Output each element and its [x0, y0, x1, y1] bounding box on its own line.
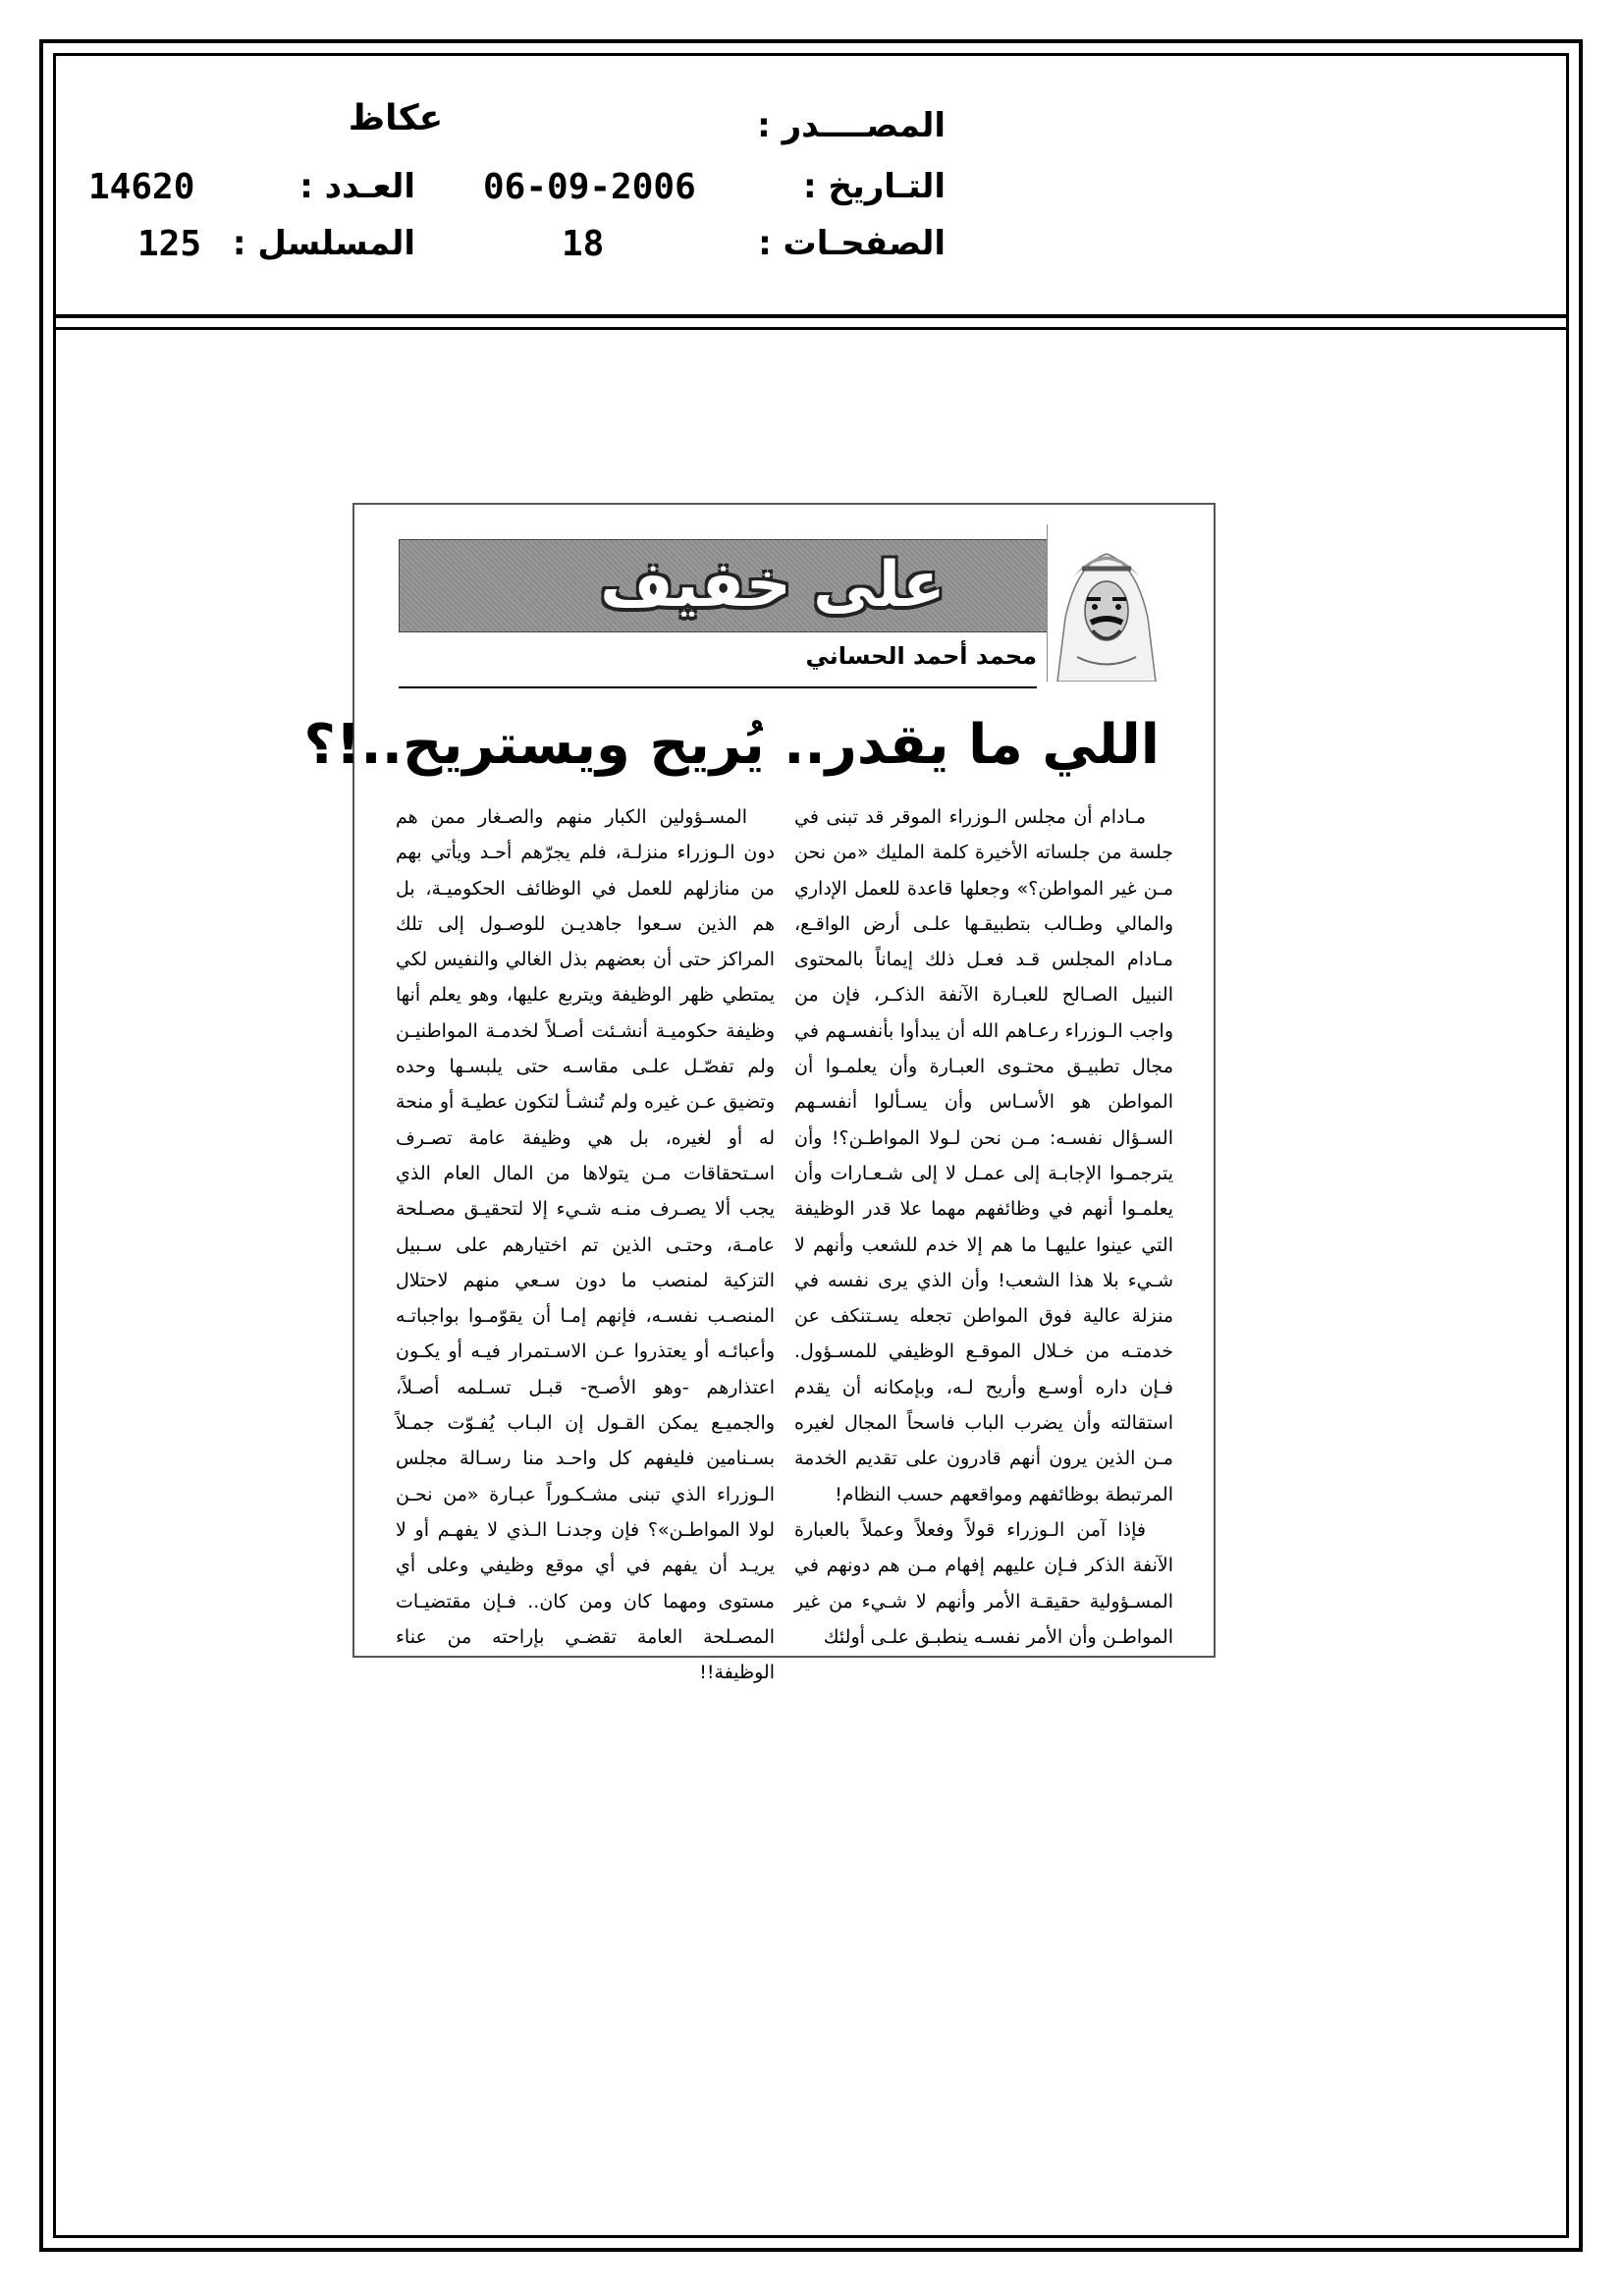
article-column-right	[794, 799, 1173, 1655]
byline-rule	[399, 686, 1037, 688]
header-separator	[53, 314, 1569, 318]
author-byline: محمد أحمد الحساني	[805, 642, 1037, 670]
paragraph: مـادام أن مجلس الـوزراء الموقر قد تبنى في جلسة من جلساته الأخيرة كلمة المليك «من نحن مـن غير المواطن؟» وجعلها قاعدة للعمل الإداري والمالي وطـالب بتطبيقـها علـى أرض الواقـع، مـادام المجلس قـد فعـل ذلك إيماناً بالمحتوى النبيل الصـالح للعبـارة الآنفة الذكـر، فإن من واجب الـوزراء رعـاهم الله أن يبدأوا بأنفسـهم في مجال تطبيـق محتـوى العبـارة وأن يعلمـوا أن المواطن هو الأسـاس وأن يسـألوا أنفسـهم السـؤال نفسـه: مـن نحن لـولا المواطـن؟! وأن يترجمـوا الإجابـة إلى عمـل لا إلى شـعـارات وأن يعلمـوا أنهم في وظائفهم مهما علا قدر الوظيفة التي عينوا عليهـا ما هم إلا خدم للشعب وأنهم لا شـيء بلا هذا الشعب! وأن الذي يرى نفسه في منزلة عالية فوق المواطن تجعله يسـتنكف عن خدمتـه من خـلال الموقـع الوظيفي للمسـؤول. فـإن داره أوسـع وأريح لـه، وبإمكانه أن يقدم استقالته وأن يضرب الباب فاسحاً المجال لغيره مـن الذين يرون أنهم قادرون على تقديم الخدمة المرتبطة بوظائفهم ومواقعهم حسب النظام!	[794, 806, 1173, 1505]
serial-value: 125	[137, 224, 202, 264]
newspaper-clipping	[303, 503, 1216, 1684]
author-photo	[1047, 524, 1165, 682]
paragraph: فإذا آمن الـوزراء قولاً وفعلاً وعملاً بالعبارة الآنفة الذكر فـإن عليهم إفهام مـن هم دونهم في المسـؤولية حقيقـة الأمر وأنهم لا شـيء من غير المواطـن وأن الأمر نفسـه ينطبـق علـى أولئك	[794, 1518, 1173, 1648]
source-value: عكاظ	[348, 98, 444, 138]
author-portrait-icon	[1048, 524, 1165, 682]
date-label: التـاريخ :	[803, 167, 946, 206]
date-value: 06-09-2006	[483, 167, 696, 207]
source-label: المصــــدر :	[757, 106, 946, 145]
pages-label: الصفحـات :	[758, 224, 946, 263]
issue-label: العـدد :	[299, 167, 415, 206]
article-column-left	[396, 799, 775, 1690]
column-banner	[399, 539, 1159, 632]
issue-value: 14620	[88, 167, 195, 207]
pages-value: 18	[562, 224, 605, 264]
article-headline: اللي ما يقدر.. يُريح ويستريح..!؟	[303, 713, 1160, 777]
column-name: على خفيف	[600, 549, 946, 622]
serial-label: المسلسل :	[232, 224, 415, 263]
header-separator-inner	[53, 327, 1569, 330]
paragraph: المسـؤولين الكبار منهم والصـغار ممن هم دون الـوزراء منزلـة، فلم يجرّهم أحـد ويأتي بهم من منازلهم للعمل في الوظائف الحكوميـة، بل هم الذين سـعوا جاهديـن للوصـول إلى تلك المراكز حتى أن بعضهم بذل الغالي والنفيس لكي يمتطي ظهر الوظيفة ويتربع عليها، وهو يعلم أنها وظيفة حكوميـة أنشـئت أصـلاً لخدمـة المواطنيـن ولم تفصّـل علـى مقاسـه حتى يلبسـها وحده وتضيق عـن غيره ولم تُنشـأ لتكون عطيـة أو منحة له أو لغيره، بل هي وظيفة عامة تصـرف اسـتحقاقات مـن يتولاها من المال العام الذي يجب ألا يصـرف منـه شـيء إلا لتحقيـق مصـلحة عامـة، وحتـى الذين تم اختيارهم على سـبيل التزكية لمنصب ما دون سـعي منهم لاحتلال المنصـب نفسـه، فإنهم إمـا أن يقوّمـوا بواجباتـه وأعبائـه أو يعتذروا عـن الاسـتمرار فيـه أو يكـون اعتذارهم -وهو الأصـح- قبـل تسـلمه أصـلاً، والجميـع يمكن القـول إن البـاب يُفـوّت جمـلاً بسـنامين فليفهم كل واحـد منا رسـالة مجلس الـوزراء الذي تبنى مشـكـوراً عبـارة «من نحـن لولا المواطـن»؟ فإن وجدنـا الـذي لا يفهـم أو لا يريـد أن يفهم في أي موقع وظيفي وعلى أي مستوى ومهما كان ومن كان.. فـإن مقتضيـات المصـلحة العامة تقضـي بإراحته من عناء الوظيفة!!	[396, 806, 775, 1684]
